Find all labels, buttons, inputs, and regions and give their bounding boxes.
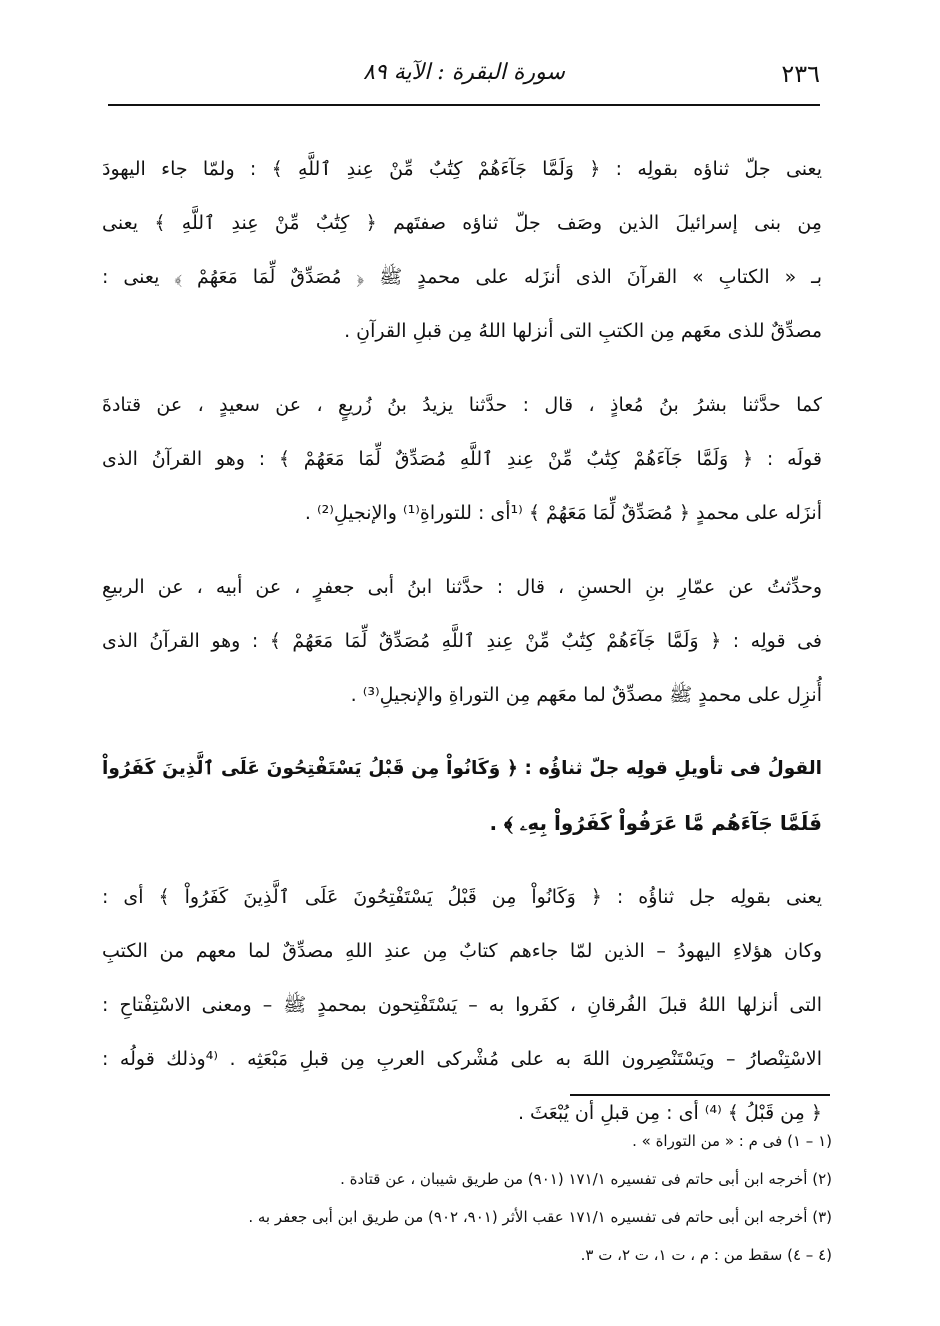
paragraph-5 [102, 870, 822, 1140]
page-header [108, 58, 820, 98]
text-line: فى قولِه : ﴿ وَلَمَّا جَآءَهُمْ كِتَٰبٌ مِّنْ عِندِ ٱللَّهِ مُصَدِّقٌ لِّمَا مَعَهُمْ ﴾ : وهو القرآنُ الذى [102, 630, 822, 652]
paragraph-3 [102, 560, 822, 722]
text-line: مصدِّقٌ للذى معَهم مِن الكتبِ التى أنزلها اللهُ مِن قبلِ القرآنِ . [344, 320, 822, 342]
text-line: يعنى جلّ ثناؤه بقولِه : ﴿ وَلَمَّا جَآءَهُمْ كِتَٰبٌ مِّنْ عِندِ ٱللَّهِ ﴾ : ولمّا جاء اليهودَ [102, 158, 822, 180]
text-line: بـ « الكتابِ » القرآنَ الذى أنزَله على محمدٍ ﷺ ﴿ مُصَدِّقٌ لِّمَا مَعَهُمْ ﴾ يعنى : [102, 266, 822, 288]
footnote: (٢) أخرجه ابن أبى حاتم فى تفسيره ١٧١/١ (٩٠١) من طريق شيبان ، عن قتادة . [340, 1170, 832, 1188]
footnotes [112, 1122, 832, 1274]
text-line: أُنزِل على محمدٍ ﷺ مصدِّقٌ لما معَهم مِن التوراةِ والإنجيلِ⁽³⁾ . [350, 684, 822, 706]
text-line: يعنى بقولِه جل ثناؤُه : ﴿ وَكَانُواْ مِن قَبْلُ يَسْتَفْتِحُونَ عَلَى ٱلَّذِينَ كَفَرُواْ ﴾ أى : [102, 886, 822, 908]
text-line: الاسْتِنْصارُ – ويَسْتَنْصِرون اللهَ به على مُشْركى العربِ مِن قبلِ مَبْعَثِه . ⁽⁴وذلك قولُه : [102, 1048, 822, 1070]
running-title: سورة البقرة : الآية ٨٩ [363, 60, 565, 85]
footnote-divider [570, 1094, 830, 1096]
header-divider [108, 104, 820, 106]
text-line: التى أنزلها اللهُ قبلَ الفُرقانِ ، كفَروا به – يَسْتَفْتِحون بمحمدٍ ﷺ – ومعنى الاسْتِفْتاحِ : [102, 994, 822, 1016]
footnote: (١ – ١) فى م : « من التوراة » . [632, 1132, 832, 1150]
page-number: ٢٣٦ [781, 60, 820, 88]
text-line: أنزَله على محمدٍ ﴿ مُصَدِّقٌ لِّمَا مَعَهُمْ ﴾ ⁽¹أى : للتوراةِ⁽¹⁾ والإنجيلِ⁽²⁾ . [304, 502, 822, 524]
text-line: وحدِّثتُ عن عمّارِ بنِ الحسنِ ، قال : حدَّثنا ابنُ أبى جعفرٍ ، عن أبيه ، عن الربيعِ [102, 576, 822, 598]
text-line: ﴿ مِن قَبْلُ ﴾ ⁽⁴⁾ أى : مِن قبلِ أن يُبْعَثَ . [517, 1102, 822, 1124]
text-line: مِن بنى إسرائيلَ الذين وصَف جلّ ثناؤه صفتَهم ﴿ كِتَٰبٌ مِّنْ عِندِ ٱللَّهِ ﴾ يعنى [102, 212, 822, 234]
text-line: القولُ فى تأويلِ قولِه جلّ ثناؤُه : ﴿ وَكَانُواْ مِن قَبْلُ يَسْتَفْتِحُونَ عَلَى ٱلَّذِينَ كَفَرُواْ [102, 758, 822, 779]
text-line: فَلَمَّا جَآءَهُم مَّا عَرَفُواْ كَفَرُواْ بِهِۦ ﴾ . [489, 811, 822, 835]
main-text [102, 142, 822, 1160]
text-line: قولَه : ﴿ وَلَمَّا جَآءَهُمْ كِتَٰبٌ مِّنْ عِندِ ٱللَّهِ مُصَدِّقٌ لِّمَا مَعَهُمْ ﴾ : وهو القرآنُ الذى [102, 448, 822, 470]
paragraph-2 [102, 378, 822, 540]
section-heading-paragraph [102, 742, 822, 850]
text-line: وكان هؤلاءِ اليهودُ – الذين لمّا جاءهم كتابٌ مِن عندِ اللهِ مصدِّقٌ لما معهم من الكتبِ [102, 940, 822, 962]
footnote: (٣) أخرجه ابن أبى حاتم فى تفسيره ١٧١/١ عقب الأثر (٩٠١، ٩٠٢) من طريق ابن أبى جعفر به . [248, 1208, 832, 1226]
paragraph-1 [102, 142, 822, 358]
text-line: كما حدَّثنا بشرُ بنُ مُعاذٍ ، قال : حدَّثنا يزيدُ بنُ زُريعٍ ، عن سعيدٍ ، عن قتادةَ [102, 394, 822, 416]
footnote: (٤ – ٤) سقط من : م ، ت ١، ت ٢، ت ٣. [580, 1246, 832, 1264]
